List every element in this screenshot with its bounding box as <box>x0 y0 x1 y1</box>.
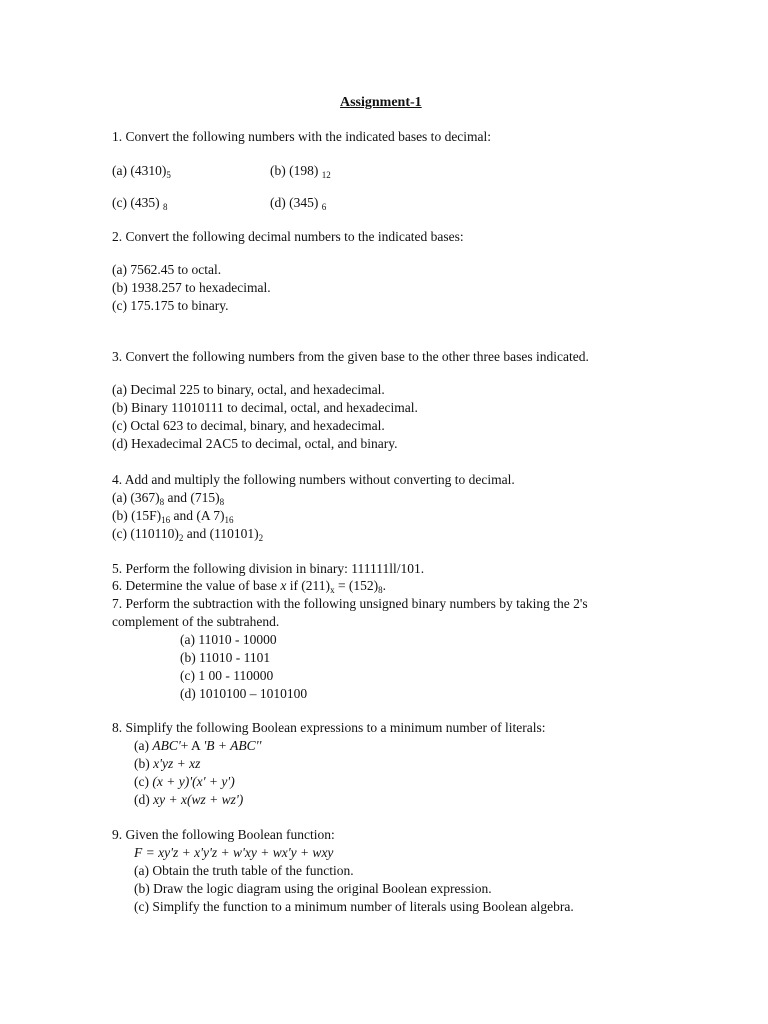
q8-d-expression: xy + x(wz + wz') <box>153 792 244 807</box>
q1-item-a <box>112 163 171 179</box>
q1-a-base: 5 <box>166 170 171 180</box>
question-5: 5. Perform the following division in binary: 111111ll/101. <box>112 561 425 576</box>
q7-item-b: (b) 11010 - 1101 <box>180 650 271 665</box>
page-title: Assignment-1 <box>340 95 422 110</box>
q8-b-expression: x'yz + xz <box>153 756 201 771</box>
q1-d-label: (d) (345) <box>270 195 322 210</box>
q4-item-b <box>112 508 234 524</box>
q8-item-d <box>134 792 243 808</box>
q4-a-second-base: 8 <box>219 497 225 507</box>
q8-c-label: (c) <box>134 774 153 789</box>
question-3: 3. Convert the following numbers from the given base to the other three bases indicated. <box>112 349 589 364</box>
q9-item-b: (b) Draw the logic diagram using the original Boolean expression. <box>134 881 492 896</box>
q4-c-second: and (110101) <box>183 526 259 541</box>
q4-c-first-base: 2 <box>178 533 184 543</box>
q7-item-d: (d) 1010100 – 1010100 <box>180 686 308 701</box>
q8-item-a <box>134 738 261 754</box>
q1-a-label: (a) (4310) <box>112 163 167 178</box>
q1-c-base: 8 <box>162 202 168 212</box>
q3-item-b: (b) Binary 11010111 to decimal, octal, and hexadecimal. <box>112 400 418 415</box>
q9-item-a: (a) Obtain the truth table of the function. <box>134 863 354 878</box>
q7-item-a: (a) 11010 - 10000 <box>180 632 277 647</box>
q3-item-a: (a) Decimal 225 to binary, octal, and hexadecimal. <box>112 382 385 397</box>
q4-item-a <box>112 490 224 506</box>
q1-c-label: (c) (435) <box>112 195 163 210</box>
q7-item-c: (c) 1 00 - 110000 <box>180 668 274 683</box>
q6-base-8: 8 <box>378 585 383 595</box>
q1-item-d <box>270 195 326 211</box>
q3-item-d: (d) Hexadecimal 2AC5 to decimal, octal, and binary. <box>112 436 398 451</box>
q6-text-1: 6. Determine the value of base <box>112 578 281 593</box>
q8-a-term-1: ABC' <box>152 738 181 753</box>
q8-item-b <box>134 756 200 772</box>
q8-c-expression: (x + y)'(x' + y') <box>152 774 235 789</box>
q8-a-middle: + A <box>180 738 204 753</box>
question-8: 8. Simplify the following Boolean expressions to a minimum number of literals: <box>112 720 546 735</box>
q4-b-second-base: 16 <box>224 515 234 525</box>
q6-variable: x <box>280 578 287 593</box>
q4-a-first: (a) (367) <box>112 490 160 505</box>
q9-function <box>134 845 333 861</box>
q4-b-first: (b) (15F) <box>112 508 162 523</box>
q4-b-first-base: 16 <box>161 515 171 525</box>
q2-item-c: (c) 175.175 to binary. <box>112 298 229 313</box>
q8-item-c <box>134 774 235 790</box>
q2-item-a: (a) 7562.45 to octal. <box>112 262 222 277</box>
q1-b-base: 12 <box>321 170 331 180</box>
q8-a-label: (a) <box>134 738 153 753</box>
q4-a-first-base: 8 <box>159 497 165 507</box>
q2-item-b: (b) 1938.257 to hexadecimal. <box>112 280 271 295</box>
q1-item-c <box>112 195 167 211</box>
q3-item-c: (c) Octal 623 to decimal, binary, and hexadecimal. <box>112 418 385 433</box>
q9-function-expression: F = xy'z + x'y'z + w'xy + wx'y + wxy <box>134 845 334 860</box>
question-2: 2. Convert the following decimal numbers to the indicated bases: <box>112 229 464 244</box>
q9-item-c: (c) Simplify the function to a minimum number of literals using Boolean algebra. <box>134 899 574 914</box>
q6-text-3: = (152) <box>334 578 379 593</box>
q6-text-2: if (211) <box>286 578 331 593</box>
question-9: 9. Given the following Boolean function: <box>112 827 335 842</box>
question-6 <box>112 578 386 594</box>
q1-b-label: (b) (198) <box>270 163 322 178</box>
question-7-continued: complement of the subtrahend. <box>112 614 280 629</box>
q1-item-b <box>270 163 331 179</box>
question-1: 1. Convert the following numbers with the indicated bases to decimal: <box>112 129 492 144</box>
q4-b-second: and (A 7) <box>170 508 225 523</box>
question-4: 4. Add and multiply the following numbers without converting to decimal. <box>112 472 515 487</box>
q4-c-first: (c) (110110) <box>112 526 179 541</box>
q4-a-second: and (715) <box>164 490 220 505</box>
q1-d-base: 6 <box>321 202 327 212</box>
q6-base-x: x <box>330 585 335 595</box>
q6-text-4: . <box>382 578 387 593</box>
q8-d-label: (d) <box>134 792 154 807</box>
question-7: 7. Perform the subtraction with the following unsigned binary numbers by taking the 2's <box>112 596 588 611</box>
q4-c-second-base: 2 <box>258 533 264 543</box>
q8-a-term-2: 'B + ABC'' <box>203 738 262 753</box>
q8-b-label: (b) <box>134 756 154 771</box>
q4-item-c <box>112 526 263 542</box>
